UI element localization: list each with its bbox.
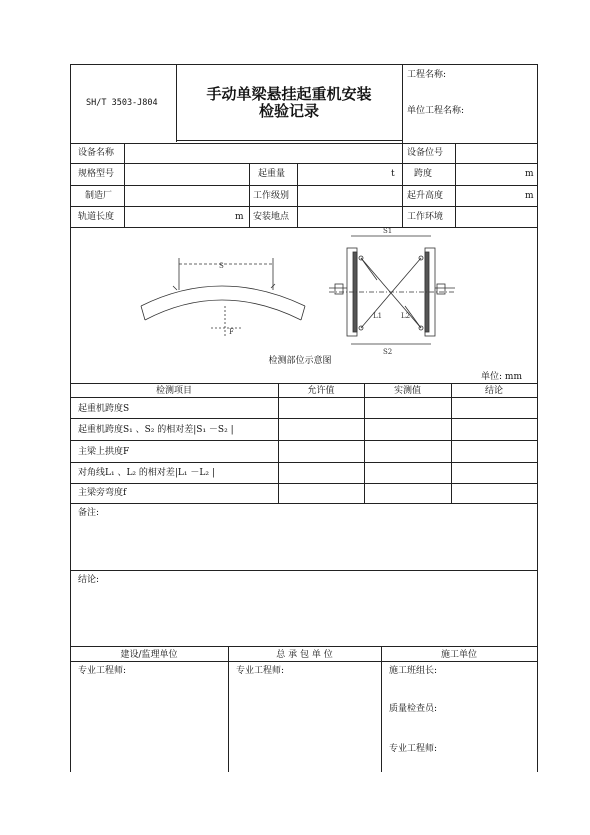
general-engineer-label: 专业工程师: <box>236 666 285 676</box>
diagram-label-l1: L1 <box>373 312 383 320</box>
team-leader-label: 施工班组长: <box>389 666 438 676</box>
table-row-item: 对角线L₁ 、L₂ 的相对差|L₁ －L₂ | <box>78 468 215 478</box>
col-header-item: 检测项目 <box>155 386 192 396</box>
remarks-label: 备注: <box>78 508 100 518</box>
work-env-label: 工作环境 <box>407 212 444 222</box>
table-row-item: 起重机跨度S₁ 、S₂ 的相对差|S₁ －S₂ | <box>78 425 234 435</box>
lift-height-label: 起升高度 <box>407 191 444 201</box>
table-row-item: 起重机跨度S <box>78 404 130 414</box>
track-length-label: 轨道长度 <box>78 212 115 222</box>
equipment-name-label: 设备名称 <box>78 148 115 158</box>
sign-col-header-construction: 施工单位 <box>440 650 477 660</box>
table-row-item: 主梁上拱度F <box>78 447 130 457</box>
track-length-unit: m <box>235 212 244 222</box>
lift-height-unit: m <box>525 191 534 201</box>
diagram-label-s: S <box>219 262 224 270</box>
sign-col-header-general: 总 承 包 单 位 <box>276 650 333 660</box>
col-header-measured: 实测值 <box>393 386 421 396</box>
manufacturer-label: 制造厂 <box>85 191 113 201</box>
project-name-label: 工程名称: <box>407 70 447 80</box>
owner-engineer-label: 专业工程师: <box>78 666 127 676</box>
model-label: 规格型号 <box>78 169 115 179</box>
lifting-weight-label: 起重量 <box>258 169 286 179</box>
install-location-label: 安装地点 <box>253 212 290 222</box>
span-label: 跨度 <box>414 169 433 179</box>
diagram-label-l2: L2 <box>401 312 411 320</box>
span-unit: m <box>525 169 534 179</box>
qc-inspector-label: 质量检查员: <box>389 704 438 714</box>
construction-engineer-label: 专业工程师: <box>389 744 438 754</box>
diagram-label-s2: S2 <box>383 348 393 356</box>
equipment-position-label: 设备位号 <box>407 148 444 158</box>
form-code: SH/T 3503-J804 <box>86 98 158 108</box>
diagram-label-f: F <box>229 328 234 336</box>
plan-diagonal-drawing <box>329 236 455 344</box>
diagram-label-s1: S1 <box>383 228 393 235</box>
unit-label: 单位: mm <box>481 372 522 382</box>
col-header-allowed: 允许值 <box>307 386 335 396</box>
unit-project-name-label: 单位工程名称: <box>407 106 465 116</box>
diagram-caption: 检测部位示意图 <box>268 356 332 366</box>
sign-col-header-owner: 建设/监理单位 <box>120 650 178 660</box>
conclusion-label: 结论: <box>78 575 100 585</box>
form-title-line1: 手动单梁悬挂起重机安装 <box>206 85 372 103</box>
lifting-weight-unit: t <box>391 169 395 179</box>
col-header-conclusion: 结论 <box>484 386 503 396</box>
table-row-item: 主梁旁弯度f <box>78 488 127 498</box>
form-title-line2: 检验记录 <box>258 102 319 120</box>
work-class-label: 工作级别 <box>253 191 290 201</box>
